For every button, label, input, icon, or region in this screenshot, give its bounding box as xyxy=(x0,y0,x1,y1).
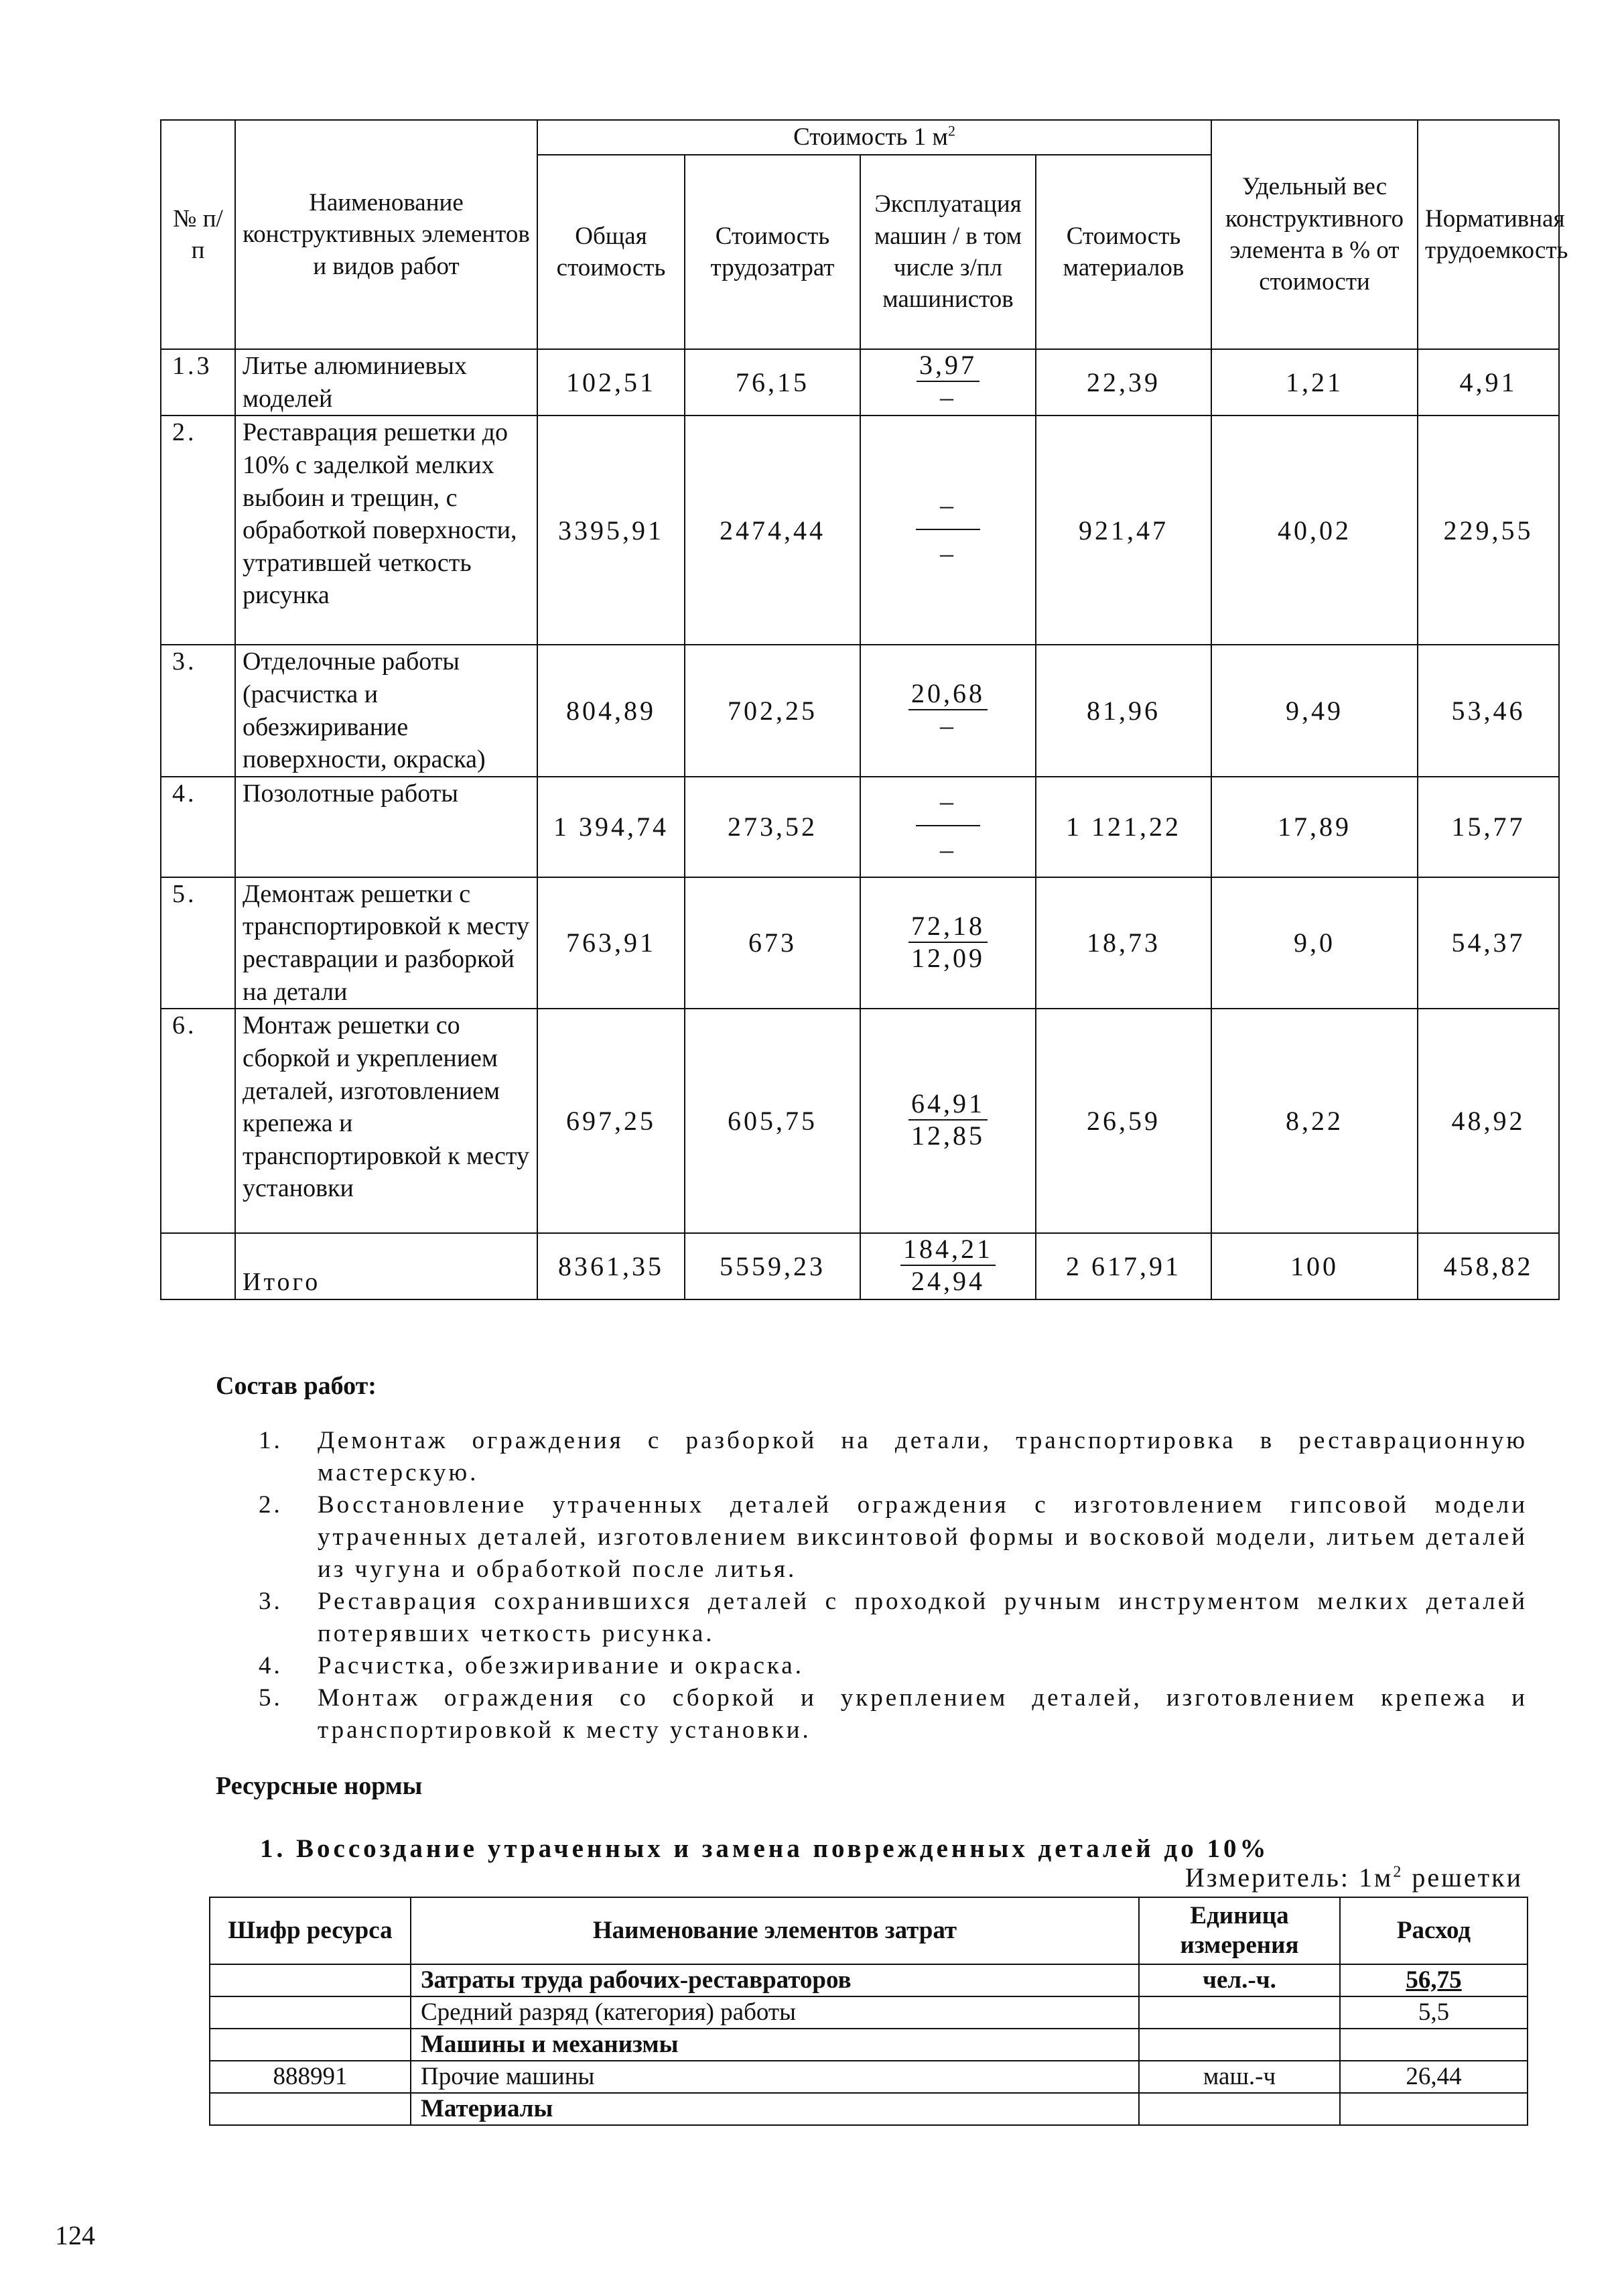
works-item-text: Монтаж ограждения со сборкой и укреплением деталей, изготовлением крепежа и транспортировкой к месту установки. xyxy=(318,1684,1528,1744)
row-labor: 273,52 xyxy=(685,777,860,877)
resource-amount xyxy=(1340,2093,1528,2125)
works-list-item xyxy=(259,1650,1528,1682)
resource-name: Материалы xyxy=(411,2093,1139,2125)
row-total: 804,89 xyxy=(537,645,685,777)
row-share: 40,02 xyxy=(1211,416,1418,645)
works-item-text: Восстановление утраченных деталей ограждения с изготовлением гипсовой модели утраченных деталей, изготовлением виксинтовой формы и восковой модели, литьем деталей из чугуна и обработкой после литья. xyxy=(318,1491,1528,1583)
row-machines xyxy=(860,1009,1036,1233)
works-item-index: 3. xyxy=(259,1588,283,1615)
works-list xyxy=(259,1425,1528,1746)
machines-top: 72,18 xyxy=(908,911,988,943)
row-total: 102,51 xyxy=(537,349,685,416)
works-item-index: 4. xyxy=(259,1652,283,1679)
row-materials: 1 121,22 xyxy=(1036,777,1211,877)
row-materials: 921,47 xyxy=(1036,416,1211,645)
row-norm: 229,55 xyxy=(1418,416,1559,645)
row-share: 100 xyxy=(1211,1233,1418,1299)
resource-name: Средний разряд (категория) работы xyxy=(411,1996,1139,2029)
header-name: Наименование конструктивных элементов и видов работ xyxy=(235,120,537,349)
cost-row xyxy=(161,877,1559,1009)
row-labor: 76,15 xyxy=(685,349,860,416)
works-list-item xyxy=(259,1425,1528,1489)
resource-row xyxy=(210,2093,1528,2125)
row-num: 4. xyxy=(161,777,235,877)
machines-bottom: – xyxy=(940,834,956,865)
works-item-index: 2. xyxy=(259,1491,283,1519)
row-machines xyxy=(860,877,1036,1009)
machines-bottom: – xyxy=(940,537,956,568)
row-num: 5. xyxy=(161,877,235,1009)
cost-row xyxy=(161,349,1559,416)
header-total: Общая стоимость xyxy=(537,155,685,349)
row-norm: 53,46 xyxy=(1418,645,1559,777)
row-materials: 18,73 xyxy=(1036,877,1211,1009)
resource-name: Машины и механизмы xyxy=(411,2029,1139,2061)
header-machines: Эксплуатация машин / в том числе з/пл машинистов xyxy=(860,155,1036,349)
row-machines xyxy=(860,416,1036,645)
header-labor-norm: Нормативная трудоемкость xyxy=(1418,120,1559,349)
row-norm: 54,37 xyxy=(1418,877,1559,1009)
machines-top: 3,97 xyxy=(917,350,979,382)
machines-top: – xyxy=(940,786,956,817)
row-total: 763,91 xyxy=(537,877,685,1009)
header-cost-group: Стоимость 1 $м^2$ xyxy=(537,120,1211,155)
header-amount: Расход xyxy=(1340,1897,1528,1964)
resource-code xyxy=(210,2093,411,2125)
cost-row xyxy=(161,645,1559,777)
cost-row xyxy=(161,416,1559,645)
works-item-text: Реставрация сохранившихся деталей с проходкой ручным инструментом мелких деталей потерявших четкость рисунка. xyxy=(318,1588,1528,1647)
row-norm: 15,77 xyxy=(1418,777,1559,877)
row-num: 1.3 xyxy=(161,349,235,416)
row-materials: 2 617,91 xyxy=(1036,1233,1211,1299)
row-total: 8361,35 xyxy=(537,1233,685,1299)
machines-bottom: – xyxy=(940,710,956,741)
row-machines xyxy=(860,1233,1036,1299)
cost-row xyxy=(161,777,1559,877)
works-heading: Состав работ: xyxy=(216,1372,377,1400)
resource-code: 888991 xyxy=(210,2061,411,2093)
resource-table-body xyxy=(210,1964,1528,2125)
resource-name: Затраты труда рабочих-реставраторов xyxy=(411,1964,1139,1996)
machines-bottom: 12,85 xyxy=(911,1121,985,1151)
row-share: 17,89 xyxy=(1211,777,1418,877)
resource-amount: 56,75 xyxy=(1340,1964,1528,1996)
row-labor: 2474,44 xyxy=(685,416,860,645)
meter-label: Измеритель: $1м^2$ решетки xyxy=(1185,1862,1523,1893)
row-labor: 5559,23 xyxy=(685,1233,860,1299)
header-unit: Единица измерения xyxy=(1139,1897,1340,1964)
row-norm: 4,91 xyxy=(1418,349,1559,416)
works-list-item xyxy=(259,1586,1528,1650)
row-num xyxy=(161,1233,235,1299)
row-num: 3. xyxy=(161,645,235,777)
resource-code xyxy=(210,2029,411,2061)
resource-name: Прочие машины xyxy=(411,2061,1139,2093)
works-list-item xyxy=(259,1682,1528,1746)
row-name: Реставрация решетки до 10% с заделкой мелких выбоин и трещин, с обработкой поверхности, утратившей четкость рисунка xyxy=(235,416,537,645)
row-machines xyxy=(860,349,1036,416)
resource-amount: 5,5 xyxy=(1340,1996,1528,2029)
row-name: Отделочные работы (расчистка и обезжиривание поверхности, окраска) xyxy=(235,645,537,777)
works-item-index: 5. xyxy=(259,1684,283,1712)
row-name: Монтаж решетки со сборкой и укреплением деталей, изготовлением крепежа и транспортировкой к месту установки xyxy=(235,1009,537,1233)
machines-bottom: – xyxy=(940,382,956,413)
resource-table xyxy=(209,1897,1528,2126)
cost-table xyxy=(160,119,1568,1300)
works-item-text: Демонтаж ограждения с разборкой на детали, транспортировка в реставрационную мастерскую. xyxy=(318,1427,1528,1486)
row-total: 1 394,74 xyxy=(537,777,685,877)
row-name: Позолотные работы xyxy=(235,777,537,877)
row-name: Литье алюминиевых моделей xyxy=(235,349,537,416)
row-labor: 702,25 xyxy=(685,645,860,777)
works-item-index: 1. xyxy=(259,1427,283,1454)
works-list-item xyxy=(259,1489,1528,1586)
machines-bottom: 12,09 xyxy=(911,942,985,973)
header-labor: Стоимость трудозатрат xyxy=(685,155,860,349)
row-num: 6. xyxy=(161,1009,235,1233)
norms-heading: Ресурсные нормы xyxy=(216,1772,423,1800)
row-share: 9,0 xyxy=(1211,877,1418,1009)
works-item-text: Расчистка, обезжиривание и окраска. xyxy=(318,1652,804,1679)
header-num: № п/п xyxy=(161,120,235,349)
row-total: 3395,91 xyxy=(537,416,685,645)
resource-row xyxy=(210,2029,1528,2061)
resource-amount xyxy=(1340,2029,1528,2061)
cost-row xyxy=(161,1009,1559,1233)
row-name: Итого xyxy=(235,1233,537,1299)
row-norm: 48,92 xyxy=(1418,1009,1559,1233)
machines-top: 64,91 xyxy=(908,1088,988,1121)
row-share: 1,21 xyxy=(1211,349,1418,416)
header-share: Удельный вес конструктивного элемента в % от стоимости xyxy=(1211,120,1418,349)
resource-code xyxy=(210,1964,411,1996)
row-materials: 81,96 xyxy=(1036,645,1211,777)
resource-unit xyxy=(1139,1996,1340,2029)
row-labor: 673 xyxy=(685,877,860,1009)
row-labor: 605,75 xyxy=(685,1009,860,1233)
resource-row xyxy=(210,1996,1528,2029)
cost-row xyxy=(161,1233,1559,1299)
row-machines xyxy=(860,645,1036,777)
machines-top: – xyxy=(940,489,956,520)
row-share: 9,49 xyxy=(1211,645,1418,777)
header-materials: Стоимость материалов xyxy=(1036,155,1211,349)
resource-unit xyxy=(1139,2029,1340,2061)
row-materials: 26,59 xyxy=(1036,1009,1211,1233)
row-share: 8,22 xyxy=(1211,1009,1418,1233)
machines-top: 184,21 xyxy=(900,1234,996,1266)
row-name: Демонтаж решетки с транспортировкой к месту реставрации и разборкой на детали xyxy=(235,877,537,1009)
resource-unit: чел.-ч. xyxy=(1139,1964,1340,1996)
resource-row xyxy=(210,1964,1528,1996)
subsection-title: 1. Воссоздание утраченных и замена поврежденных деталей до 10% xyxy=(260,1834,1270,1863)
row-total: 697,25 xyxy=(537,1009,685,1233)
row-num: 2. xyxy=(161,416,235,645)
resource-amount: 26,44 xyxy=(1340,2061,1528,2093)
row-materials: 22,39 xyxy=(1036,349,1211,416)
page-number: 124 xyxy=(55,2220,95,2250)
row-norm: 458,82 xyxy=(1418,1233,1559,1299)
machines-bottom: 24,94 xyxy=(911,1266,985,1297)
header-code: Шифр ресурса xyxy=(210,1897,411,1964)
resource-unit xyxy=(1139,2093,1340,2125)
resource-row xyxy=(210,2061,1528,2093)
cost-table-body xyxy=(161,349,1559,1299)
header-element-name: Наименование элементов затрат xyxy=(411,1897,1139,1964)
resource-code xyxy=(210,1996,411,2029)
resource-unit: маш.-ч xyxy=(1139,2061,1340,2093)
machines-top: 20,68 xyxy=(908,678,988,710)
row-machines xyxy=(860,777,1036,877)
